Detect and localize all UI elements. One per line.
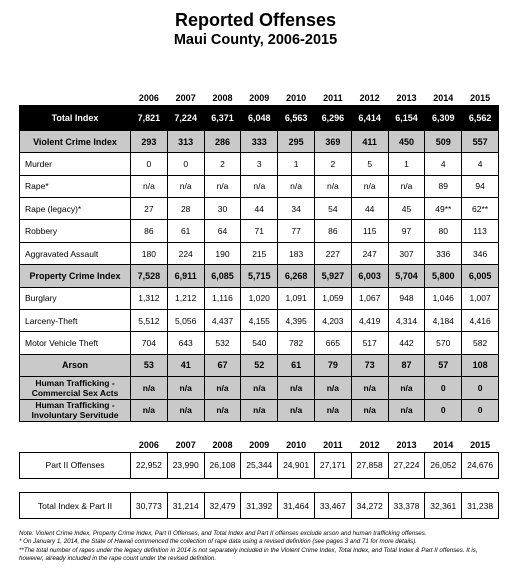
value-cell: 7,528 — [131, 265, 168, 287]
year-header: 2011 — [323, 92, 343, 103]
value-cell: 33,378 — [388, 493, 425, 519]
value-cell: 5,704 — [388, 265, 425, 287]
value-cell: 30,773 — [131, 493, 168, 519]
value-cell: 1,007 — [462, 287, 499, 309]
value-cell: 94 — [462, 175, 499, 197]
page-subtitle: Maui County, 2006-2015 — [173, 32, 338, 48]
year-header-row — [20, 434, 499, 452]
value-cell: 6,309 — [425, 105, 462, 130]
value-cell: 540 — [241, 332, 278, 354]
value-cell: n/a — [204, 175, 241, 197]
row-label: Human Trafficking - Commercial Sex Acts — [20, 377, 131, 399]
offense-row — [20, 265, 499, 287]
value-cell: 24,676 — [462, 452, 499, 478]
footnotes — [19, 530, 499, 563]
value-cell: 62** — [462, 198, 499, 220]
value-cell: 86 — [314, 220, 351, 242]
row-label: Motor Vehicle Theft — [20, 332, 131, 354]
value-cell: 1,312 — [131, 287, 168, 309]
value-cell: 26,108 — [204, 452, 241, 478]
value-cell: 57 — [425, 354, 462, 376]
year-header: 2007 — [175, 439, 196, 450]
value-cell: 27,171 — [314, 452, 351, 478]
value-cell: 73 — [351, 354, 388, 376]
value-cell: n/a — [351, 175, 388, 197]
value-cell: 32,361 — [425, 493, 462, 519]
value-cell: n/a — [131, 399, 168, 421]
year-header: 2014 — [433, 92, 454, 103]
value-cell: 61 — [278, 354, 315, 376]
row-label: Rape* — [20, 175, 131, 197]
offense-row — [20, 354, 499, 376]
row-label: Total Index — [20, 105, 131, 130]
value-cell: 5 — [351, 153, 388, 175]
value-cell: 5,056 — [167, 310, 204, 332]
value-cell: 665 — [314, 332, 351, 354]
value-cell: 115 — [351, 220, 388, 242]
row-label: Part II Offenses — [20, 452, 131, 478]
value-cell: 24,901 — [278, 452, 315, 478]
year-header-row — [20, 83, 499, 105]
value-cell: 28 — [167, 198, 204, 220]
value-cell: n/a — [388, 175, 425, 197]
value-cell: n/a — [204, 399, 241, 421]
value-cell: 7,224 — [167, 105, 204, 130]
value-cell: 108 — [462, 354, 499, 376]
value-cell: 1 — [388, 153, 425, 175]
value-cell: 295 — [278, 130, 315, 152]
offense-row — [20, 242, 499, 264]
value-cell: 5,512 — [131, 310, 168, 332]
offense-row — [20, 399, 499, 421]
value-cell: n/a — [388, 399, 425, 421]
value-cell: 4,203 — [314, 310, 351, 332]
note-line: Note: Violent Crime Index, Property Crime Index, Part II Offenses, and Total Index and Part II offenses exclude arson and human trafficking offenses. — [19, 530, 427, 537]
value-cell: 1,212 — [167, 287, 204, 309]
value-cell: 224 — [167, 242, 204, 264]
value-cell: 6,085 — [204, 265, 241, 287]
row-label: Murder — [20, 153, 131, 175]
value-cell: 113 — [462, 220, 499, 242]
value-cell: 67 — [204, 354, 241, 376]
value-cell: 4 — [462, 153, 499, 175]
value-cell: 31,464 — [278, 493, 315, 519]
value-cell: 97 — [388, 220, 425, 242]
year-header: 2006 — [138, 92, 159, 103]
total-part2-table — [19, 492, 499, 519]
value-cell: 33,467 — [314, 493, 351, 519]
row-label: Burglary — [20, 287, 131, 309]
value-cell: 0 — [131, 153, 168, 175]
value-cell: 4,184 — [425, 310, 462, 332]
row-label: Total Index & Part II — [20, 493, 131, 519]
year-header: 2015 — [470, 92, 491, 103]
value-cell: 6,371 — [204, 105, 241, 130]
value-cell: 346 — [462, 242, 499, 264]
year-header: 2012 — [359, 439, 380, 450]
value-cell: 411 — [351, 130, 388, 152]
value-cell: 333 — [241, 130, 278, 152]
row-label: Property Crime Index — [20, 265, 131, 287]
value-cell: 2 — [204, 153, 241, 175]
offense-row — [20, 310, 499, 332]
value-cell: n/a — [204, 377, 241, 399]
value-cell: 44 — [241, 198, 278, 220]
value-cell: 6,911 — [167, 265, 204, 287]
value-cell: 948 — [388, 287, 425, 309]
value-cell: 34 — [278, 198, 315, 220]
value-cell: 582 — [462, 332, 499, 354]
value-cell: 6,005 — [462, 265, 499, 287]
value-cell: 180 — [131, 242, 168, 264]
offense-row — [20, 130, 499, 152]
value-cell: 509 — [425, 130, 462, 152]
value-cell: 4,314 — [388, 310, 425, 332]
value-cell: 0 — [425, 399, 462, 421]
offense-row — [20, 287, 499, 309]
value-cell: 369 — [314, 130, 351, 152]
value-cell: 49** — [425, 198, 462, 220]
value-cell: 27 — [131, 198, 168, 220]
value-cell: 0 — [425, 377, 462, 399]
value-cell: 25,344 — [241, 452, 278, 478]
row-label: Arson — [20, 354, 131, 376]
value-cell: 6,296 — [314, 105, 351, 130]
value-cell: n/a — [241, 377, 278, 399]
value-cell: 6,414 — [351, 105, 388, 130]
value-cell: 6,003 — [351, 265, 388, 287]
offense-row — [20, 175, 499, 197]
value-cell: 5,800 — [425, 265, 462, 287]
part2-table — [19, 434, 499, 479]
value-cell: 1,059 — [314, 287, 351, 309]
value-cell: n/a — [167, 377, 204, 399]
value-cell: n/a — [351, 399, 388, 421]
year-header: 2010 — [286, 92, 307, 103]
value-cell: 23,990 — [167, 452, 204, 478]
value-cell: 2 — [314, 153, 351, 175]
offenses-table — [19, 83, 499, 422]
value-cell: 4,155 — [241, 310, 278, 332]
value-cell: 442 — [388, 332, 425, 354]
value-cell: 27,224 — [388, 452, 425, 478]
year-header: 2009 — [249, 439, 270, 450]
total-part2-row — [20, 493, 499, 519]
value-cell: 80 — [425, 220, 462, 242]
offense-row — [20, 105, 499, 130]
value-cell: n/a — [278, 377, 315, 399]
value-cell: 31,214 — [167, 493, 204, 519]
year-header: 2010 — [286, 439, 307, 450]
value-cell: 79 — [314, 354, 351, 376]
value-cell: 3 — [241, 153, 278, 175]
value-cell: 782 — [278, 332, 315, 354]
part2-row — [20, 452, 499, 478]
value-cell: n/a — [131, 175, 168, 197]
value-cell: 41 — [167, 354, 204, 376]
note-line: * On January 1, 2014, the State of Hawaii commenced the collection of rape data using a revised definition (see pages 3 and 71 for more details). — [19, 538, 417, 546]
value-cell: 6,268 — [278, 265, 315, 287]
value-cell: 704 — [131, 332, 168, 354]
value-cell: n/a — [241, 175, 278, 197]
value-cell: n/a — [278, 175, 315, 197]
year-header: 2013 — [396, 439, 417, 450]
value-cell: 7,821 — [131, 105, 168, 130]
value-cell: 89 — [425, 175, 462, 197]
row-label: Larceny-Theft — [20, 310, 131, 332]
value-cell: 183 — [278, 242, 315, 264]
value-cell: 44 — [351, 198, 388, 220]
value-cell: 54 — [314, 198, 351, 220]
value-cell: 34,272 — [351, 493, 388, 519]
value-cell: 1,046 — [425, 287, 462, 309]
year-header: 2015 — [470, 439, 491, 450]
year-header: 2009 — [249, 92, 270, 103]
value-cell: 6,563 — [278, 105, 315, 130]
year-header: 2011 — [323, 439, 343, 450]
value-cell: 4,395 — [278, 310, 315, 332]
year-header: 2008 — [212, 92, 233, 103]
value-cell: 247 — [351, 242, 388, 264]
value-cell: 643 — [167, 332, 204, 354]
value-cell: 64 — [204, 220, 241, 242]
value-cell: 45 — [388, 198, 425, 220]
value-cell: 215 — [241, 242, 278, 264]
year-header: 2006 — [138, 439, 159, 450]
value-cell: 53 — [131, 354, 168, 376]
value-cell: 52 — [241, 354, 278, 376]
value-cell: n/a — [167, 175, 204, 197]
value-cell: 336 — [425, 242, 462, 264]
value-cell: 4 — [425, 153, 462, 175]
value-cell: 4,437 — [204, 310, 241, 332]
value-cell: 0 — [462, 377, 499, 399]
value-cell: n/a — [314, 399, 351, 421]
value-cell: n/a — [388, 377, 425, 399]
value-cell: 5,715 — [241, 265, 278, 287]
value-cell: 1,116 — [204, 287, 241, 309]
value-cell: n/a — [131, 377, 168, 399]
row-label: Human Trafficking - Involuntary Servitude — [20, 399, 131, 421]
value-cell: 1,067 — [351, 287, 388, 309]
value-cell: 450 — [388, 130, 425, 152]
value-cell: 31,392 — [241, 493, 278, 519]
value-cell: n/a — [167, 399, 204, 421]
value-cell: 190 — [204, 242, 241, 264]
value-cell: 4,416 — [462, 310, 499, 332]
value-cell: n/a — [278, 399, 315, 421]
value-cell: 532 — [204, 332, 241, 354]
value-cell: 6,048 — [241, 105, 278, 130]
value-cell: 5,927 — [314, 265, 351, 287]
value-cell: 293 — [131, 130, 168, 152]
offense-row — [20, 198, 499, 220]
year-header: 2008 — [212, 439, 233, 450]
value-cell: 0 — [462, 399, 499, 421]
year-header: 2012 — [359, 92, 380, 103]
row-label: Aggravated Assault — [20, 242, 131, 264]
year-header: 2014 — [433, 439, 454, 450]
row-label: Violent Crime Index — [20, 130, 131, 152]
value-cell: n/a — [351, 377, 388, 399]
offense-row — [20, 153, 499, 175]
value-cell: 6,154 — [388, 105, 425, 130]
row-label: Robbery — [20, 220, 131, 242]
row-label: Rape (legacy)* — [20, 198, 131, 220]
value-cell: 31,238 — [462, 493, 499, 519]
value-cell: 4,419 — [351, 310, 388, 332]
value-cell: 26,052 — [425, 452, 462, 478]
year-header: 2013 — [396, 92, 417, 103]
value-cell: 1,091 — [278, 287, 315, 309]
value-cell: 313 — [167, 130, 204, 152]
value-cell: 1 — [278, 153, 315, 175]
value-cell: 32,479 — [204, 493, 241, 519]
value-cell: 307 — [388, 242, 425, 264]
value-cell: 570 — [425, 332, 462, 354]
value-cell: 30 — [204, 198, 241, 220]
year-header: 2007 — [175, 92, 196, 103]
value-cell: n/a — [241, 399, 278, 421]
offense-row — [20, 220, 499, 242]
value-cell: 227 — [314, 242, 351, 264]
value-cell: 77 — [278, 220, 315, 242]
page-title: Reported Offenses — [174, 10, 337, 30]
value-cell: 6,562 — [462, 105, 499, 130]
value-cell: 27,858 — [351, 452, 388, 478]
value-cell: 22,952 — [131, 452, 168, 478]
value-cell: n/a — [314, 175, 351, 197]
value-cell: 286 — [204, 130, 241, 152]
value-cell: n/a — [314, 377, 351, 399]
note-line: **The total number of rapes under the legacy definition in 2014 is not separately included in the Violent Crime Index, Total Index, and Total Index & Part II offenses. It is, however, already included in the rape count under the revised definition. — [19, 546, 478, 562]
value-cell: 71 — [241, 220, 278, 242]
value-cell: 557 — [462, 130, 499, 152]
value-cell: 0 — [167, 153, 204, 175]
value-cell: 61 — [167, 220, 204, 242]
offense-row — [20, 377, 499, 399]
value-cell: 86 — [131, 220, 168, 242]
value-cell: 87 — [388, 354, 425, 376]
offense-row — [20, 332, 499, 354]
value-cell: 517 — [351, 332, 388, 354]
value-cell: 1,020 — [241, 287, 278, 309]
